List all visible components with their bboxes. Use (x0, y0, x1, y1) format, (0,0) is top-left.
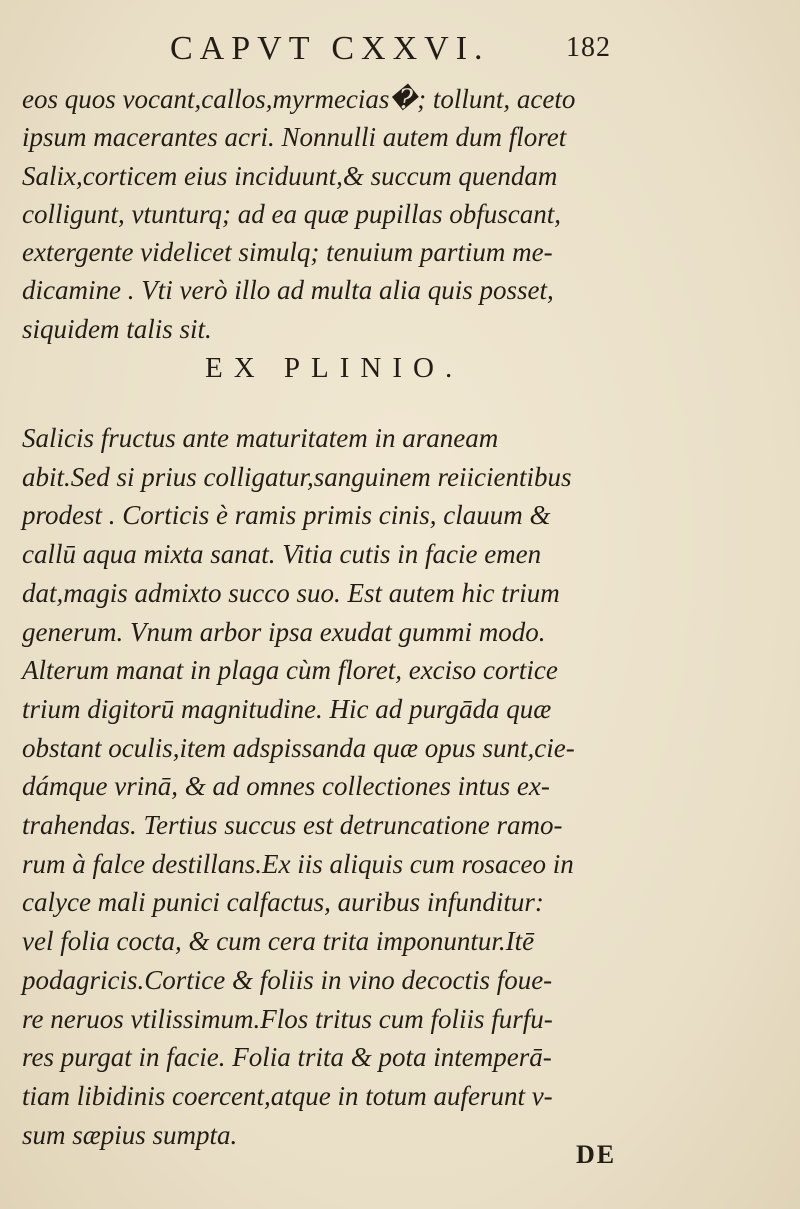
page-number: 182 (566, 32, 611, 63)
text-line: trahendas. Tertius succus est detruncatione ramo- (22, 810, 563, 841)
text-line: trium digitorū magnitudine. Hic ad purgāda quæ (22, 693, 552, 724)
text-line: Alterum manat in plaga cùm floret, exciso cortice (22, 655, 558, 686)
running-head: CAPVT CXXVI. (170, 30, 490, 67)
text-line: re neruos vtilissimum.Flos tritus cum foliis furfu- (22, 1003, 553, 1034)
text-line: generum. Vnum arbor ipsa exudat gummi modo. (22, 616, 546, 647)
page-header (0, 28, 800, 78)
text-line: calyce mali punici calfactus, auribus infunditur: (22, 887, 544, 918)
text-line: dicamine . Vti verò illo ad multa alia quis posset, (22, 275, 554, 306)
text-line: abit.Sed si prius colligatur,sanguinem reiicientibus (22, 461, 572, 492)
text-line: Salicis fructus ante maturitatem in araneam (22, 423, 499, 453)
text-line: eos quos vocant,callos,myrmecias�; tollunt, aceto (22, 84, 576, 114)
text-line: extergente videlicet simulq; tenuium partium me- (22, 237, 553, 268)
text-line: prodest . Corticis è ramis primis cinis, clauum & (22, 500, 551, 531)
text-line: tiam libidinis coercent,atque in totum auferunt v- (22, 1080, 553, 1111)
text-line: obstant oculis,item adspissanda quæ opus sunt,cie- (22, 732, 575, 763)
text-line: sum sæpius sumpta. (22, 1119, 238, 1150)
paragraph-1 (22, 80, 642, 348)
text-line: dámque vrinā, & ad omnes collectiones intus ex- (22, 771, 550, 802)
catchword: DE (576, 1140, 617, 1169)
text-line: callū aqua mixta sanat. Vitia cutis in facie emen (22, 539, 542, 570)
text-line: colligunt, vtunturq; ad ea quæ pupillas obfuscant, (22, 198, 561, 229)
paragraph-2 (22, 419, 642, 1154)
section-heading: EX PLINIO. (205, 352, 464, 384)
text-line: podagricis.Cortice & foliis in vino decoctis foue- (22, 964, 553, 995)
text-line: siquidem talis sit. (22, 313, 212, 344)
text-line: vel folia cocta, & cum cera trita imponuntur.Itē (22, 926, 535, 957)
text-line: ipsum macerantes acri. Nonnulli autem dum floret (22, 122, 567, 153)
text-line: dat,magis admixto succo suo. Est autem hic trium (22, 577, 560, 608)
text-line: Salix,corticem eius inciduunt,& succum quendam (22, 160, 558, 191)
text-line: res purgat in facie. Folia trita & pota intemperā- (22, 1042, 552, 1073)
text-line: rum à falce destillans.Ex iis aliquis cum rosaceo in (22, 848, 574, 879)
